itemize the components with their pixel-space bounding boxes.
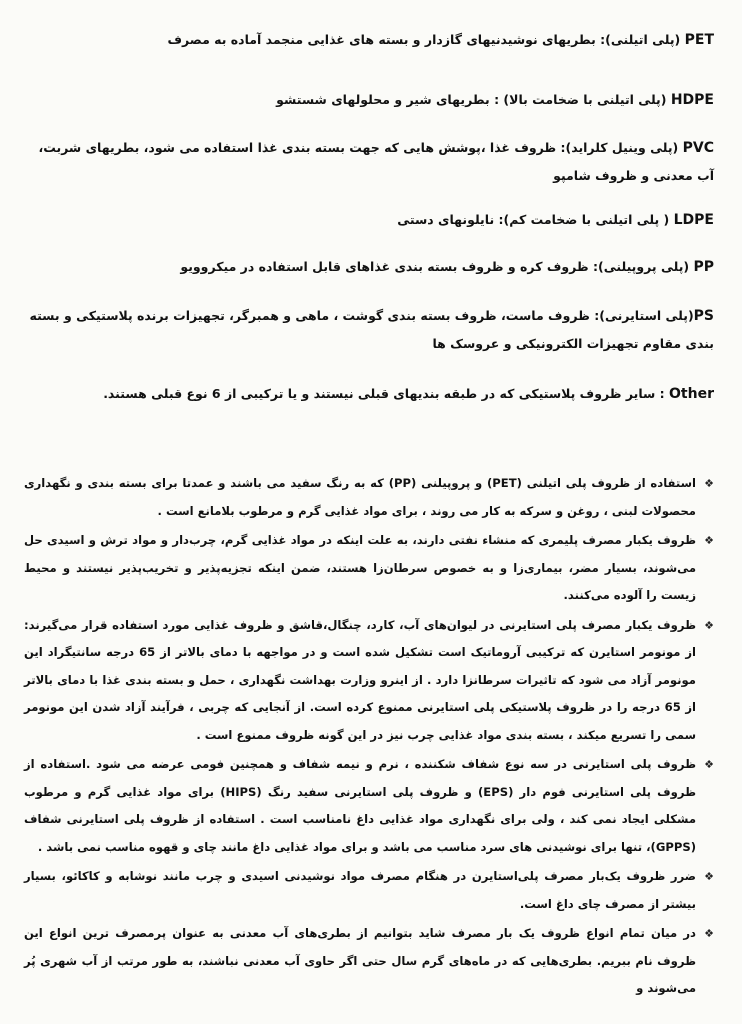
bullet-item [24, 470, 714, 525]
diamond-bullet-icon: ❖ [704, 618, 714, 632]
bullet-list [24, 470, 714, 1005]
definition-ldpe [24, 206, 714, 234]
definition-text: (پلی استایرنی): ظروف ماست، ظروف بسته بندی گوشت ، ماهی و همبرگر، تجهیزات برنده پلاستیکی و بسته بندی مقاوم تجهیزات الکترونیکی و عروسک ها [29, 308, 714, 351]
bullet-item [24, 612, 714, 750]
definition-code: PET [684, 32, 714, 48]
definition-code: PVC [682, 140, 714, 156]
definition-code: HDPE [670, 92, 714, 108]
definition-ps [24, 302, 714, 358]
definition-pvc [24, 134, 714, 190]
bullet-text: ظروف یکبار مصرف پلی استایرنی در لیوان‌های آب، کارد، چنگال،قاشق و ظروف غذایی مورد استفاده قرار می‌گیرند: از مونومر استایرن که ترکیبی آروماتیک است تشکیل شده است و در مواجهه با دمای بالاتر از 65 درجه سانتیگراد این مونومر آزاد می شود که تاثیرات سرطانزا دارد . از اینرو وزارت بهداشت نگهداری ، حمل و بسته بندی غذا با دمای بالاتر از 65 درجه را در ظروف پلاستیکی پلی استایرنی ممنوع کرده است. از آنجایی که چربی ، فرآیند آزاد شدن این مونومر سمی را تسریع میکند ، بسته بندی مواد غذایی چرب نیز در این گونه ظروف ممنوع است . [24, 617, 696, 742]
definition-text: (پلی اتیلنی): بطریهای نوشیدنیهای گازدار و بسته های غذایی منجمد آماده به مصرف [167, 32, 685, 47]
definition-text: (پلی وینیل کلراید): ظروف غذا ،پوشش هایی که جهت بسته بندی غذا استفاده می شود، بطریهای شربت، آب معدنی و ظروف شامپو [38, 140, 714, 183]
definition-code: PP [693, 259, 714, 275]
diamond-bullet-icon: ❖ [704, 477, 714, 490]
definition-text: : سایر ظروف پلاستیکی که در طبقه بندیهای قبلی نیستند و یا ترکیبی از 6 نوع قبلی هستند. [103, 386, 670, 401]
definition-code: PS [693, 308, 714, 324]
definition-pet [24, 26, 714, 54]
definition-hdpe [24, 86, 714, 114]
bullet-text: ظروف پلی استایرنی در سه نوع شفاف شکننده ، نرم و نیمه شفاف و همچنین فومی عرضه می شود .استفاده از ظروف پلی استایرنی فوم دار (EPS) و ظروف پلی استایرنی سفید رنگ (HIPS) برای مواد غذایی گرم و مرطوب مشکلی ایجاد نمی کند ، ولی برای نگهداری مواد غذایی داغ نامناسب است . استفاده از ظروف پلی استایرنی شفاف (GPPS)، تنها برای نوشیدنی های سرد مناسب می باشد و برای مواد غذایی داغ مانند چای و قهوه مناسب نمی باشد . [24, 757, 696, 854]
definition-text: (پلی اتیلنی با ضخامت بالا) : بطریهای شیر و محلولهای شستشو [276, 92, 671, 107]
bullet-text: در میان تمام انواع ظروف یک بار مصرف شاید بتوانیم از بطری‌های آب معدنی به عنوان پرمصرف ترین انواع این ظروف نام ببریم. بطری‌هایی که در ماه‌های گرم سال حتی اگر حاوی آب معدنی نباشند، به طور مرتب از آب شهری پُر می‌شوند و [24, 926, 696, 995]
definition-text: (پلی پروپیلنی): ظروف کره و ظروف بسته بندی غذاهای قابل استفاده در میکروویو [180, 259, 694, 274]
bullet-text: ضرر ظروف یک‌بار مصرف پلی‌استایرن در هنگام مصرف مواد نوشیدنی اسیدی و چرب مانند نوشابه و کاکائو، بسیار بیشتر از مصرف چای داغ است. [24, 869, 696, 911]
bullet-item [24, 527, 714, 610]
bullet-item [24, 863, 714, 918]
definition-text: ( پلی اتیلنی با ضخامت کم): نایلونهای دستی [397, 212, 674, 227]
definition-code: LDPE [673, 212, 714, 228]
diamond-bullet-icon: ❖ [704, 534, 714, 547]
bullet-text: استفاده از ظروف پلی اتیلنی (PET) و پروپیلنی (PP) که به رنگ سفید می باشند و عمدتا برای بسته بندی و نگهداری محصولات لبنی ، روغن و سرکه به کار می روند ، برای مواد غذایی گرم و مرطوب بلامانع است . [24, 476, 697, 518]
bullet-item [24, 920, 714, 1003]
bullet-text: ظروف یکبار مصرف پلیمری که منشاء نفتی دارند، به علت اینکه در مواد غذایی گرم، چرب‌دار و مواد ترش و اسیدی حل می‌شوند، بسیار مضر، بیماری‌زا و به خصوص سرطان‌زا هستند، ضمن اینکه تجزیه‌پذیر و تخریب‌پذیر نیستند و محیط زیست را آلوده می‌کنند. [24, 533, 696, 602]
diamond-bullet-icon: ❖ [704, 870, 714, 883]
diamond-bullet-icon: ❖ [704, 927, 714, 940]
diamond-bullet-icon: ❖ [704, 758, 714, 771]
definition-code: Other [669, 386, 714, 402]
definition-other [24, 380, 714, 408]
definition-pp [24, 253, 714, 281]
bullet-item [24, 751, 714, 861]
